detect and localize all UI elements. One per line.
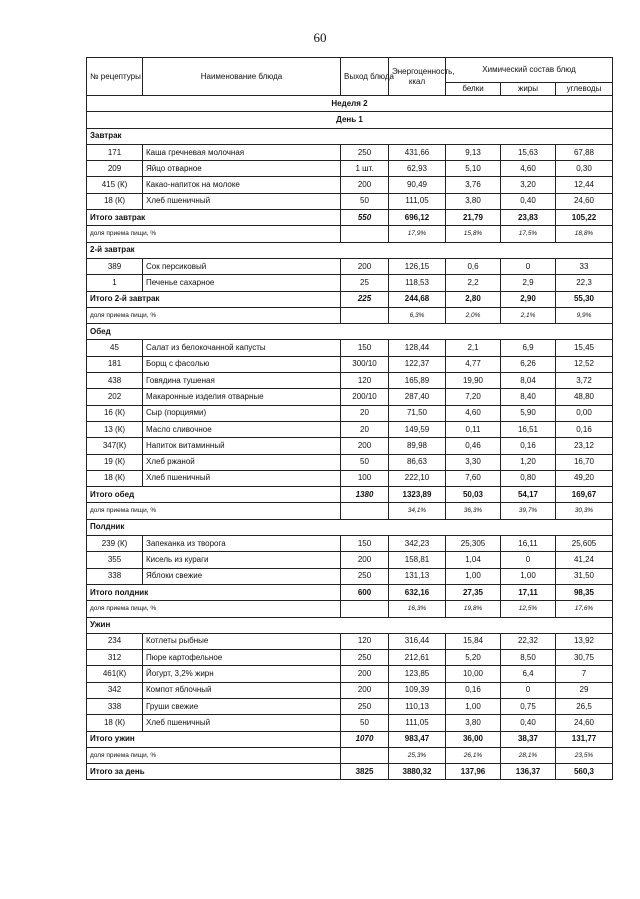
dish-carb: 12,44: [556, 177, 613, 193]
meal-total-row: [87, 584, 613, 600]
day-total-yield: 3825: [341, 764, 389, 780]
dish-energy: 131,13: [389, 568, 446, 584]
dish-protein: 1,00: [446, 568, 501, 584]
table-row: [87, 340, 613, 356]
dish-fat: 3,20: [501, 177, 556, 193]
meal-total-label: Итого 2-й завтрак: [87, 291, 341, 307]
total-protein: 2,80: [446, 291, 501, 307]
table-row: [87, 454, 613, 470]
dish-yield: 300/10: [341, 356, 389, 372]
dish-protein: 2,2: [446, 275, 501, 291]
dish-yield: 50: [341, 715, 389, 731]
share-fat: 12,5%: [501, 601, 556, 617]
dish-carb: 67,88: [556, 144, 613, 160]
dish-yield: 150: [341, 340, 389, 356]
dish-protein: 10,00: [446, 666, 501, 682]
dish-energy: 122,37: [389, 356, 446, 372]
meal-total-label: Итого завтрак: [87, 210, 341, 226]
dish-fat: 0: [501, 258, 556, 274]
dish-name: Какао-напиток на молоке: [143, 177, 341, 193]
dish-fat: 0,40: [501, 193, 556, 209]
share-protein: 19,8%: [446, 601, 501, 617]
share-energy: 16,3%: [389, 601, 446, 617]
dish-carb: 24,60: [556, 715, 613, 731]
dish-carb: 16,70: [556, 454, 613, 470]
recipe-number: 45: [87, 340, 143, 356]
dish-yield: 250: [341, 568, 389, 584]
share-carb: 17,6%: [556, 601, 613, 617]
share-empty: [341, 226, 389, 242]
recipe-number: 347(К): [87, 438, 143, 454]
dish-energy: 165,89: [389, 373, 446, 389]
dish-name: Масло сливочное: [143, 421, 341, 437]
dish-yield: 50: [341, 193, 389, 209]
dish-energy: 342,23: [389, 536, 446, 552]
share-energy: 17,9%: [389, 226, 446, 242]
dish-fat: 0,75: [501, 698, 556, 714]
total-carb: 55,30: [556, 291, 613, 307]
share-energy: 34,1%: [389, 503, 446, 519]
dish-name: Кисель из кураги: [143, 552, 341, 568]
dish-protein: 7,60: [446, 470, 501, 486]
total-energy: 1323,89: [389, 487, 446, 503]
header-protein: белки: [446, 83, 501, 96]
recipe-number: 171: [87, 144, 143, 160]
dish-protein: 3,80: [446, 193, 501, 209]
share-fat: 2,1%: [501, 307, 556, 323]
dish-fat: 6,26: [501, 356, 556, 372]
dish-name: Сок персиковый: [143, 258, 341, 274]
dish-protein: 7,20: [446, 389, 501, 405]
dish-energy: 128,44: [389, 340, 446, 356]
meal-total-label: Итого обед: [87, 487, 341, 503]
dish-yield: 200/10: [341, 389, 389, 405]
recipe-number: 438: [87, 373, 143, 389]
meal-share-label: доля приема пищи, %: [87, 307, 341, 323]
dish-protein: 5,20: [446, 650, 501, 666]
total-fat: 17,11: [501, 584, 556, 600]
total-carb: 105,22: [556, 210, 613, 226]
table-row: [87, 193, 613, 209]
dish-protein: 0,16: [446, 682, 501, 698]
meal-title: Обед: [87, 324, 613, 340]
dish-energy: 86,63: [389, 454, 446, 470]
day-total-label: Итого за день: [87, 764, 341, 780]
dish-name: Яблоки свежие: [143, 568, 341, 584]
dish-protein: 25,305: [446, 536, 501, 552]
week-label: Неделя 2: [87, 96, 613, 112]
dish-energy: 71,50: [389, 405, 446, 421]
meal-title: Полдник: [87, 519, 613, 535]
total-fat: 38,37: [501, 731, 556, 747]
recipe-number: 181: [87, 356, 143, 372]
page-number: 60: [313, 30, 327, 45]
total-protein: 36,00: [446, 731, 501, 747]
dish-fat: 8,04: [501, 373, 556, 389]
dish-fat: 4,60: [501, 161, 556, 177]
recipe-number: 234: [87, 633, 143, 649]
meal-share-row: [87, 601, 613, 617]
dish-energy: 212,61: [389, 650, 446, 666]
meal-total-row: [87, 291, 613, 307]
dish-yield: 25: [341, 275, 389, 291]
share-carb: 30,3%: [556, 503, 613, 519]
table-row: [87, 666, 613, 682]
share-empty: [341, 601, 389, 617]
share-empty: [341, 747, 389, 763]
dish-carb: 22,3: [556, 275, 613, 291]
dish-carb: 29: [556, 682, 613, 698]
meal-total-row: [87, 731, 613, 747]
recipe-number: 355: [87, 552, 143, 568]
meal-section-row: [87, 242, 613, 258]
dish-protein: 0,11: [446, 421, 501, 437]
dish-yield: 200: [341, 177, 389, 193]
meal-section-row: [87, 519, 613, 535]
total-carb: 98,35: [556, 584, 613, 600]
day-total-fat: 136,37: [501, 764, 556, 780]
recipe-number: 18 (К): [87, 470, 143, 486]
dish-fat: 16,11: [501, 536, 556, 552]
dish-name: Печенье сахарное: [143, 275, 341, 291]
table-body: [87, 96, 613, 780]
share-carb: 9,9%: [556, 307, 613, 323]
table-row: [87, 177, 613, 193]
dish-protein: 3,80: [446, 715, 501, 731]
dish-fat: 6,9: [501, 340, 556, 356]
dish-carb: 12,52: [556, 356, 613, 372]
dish-energy: 222,10: [389, 470, 446, 486]
table-row: [87, 373, 613, 389]
day-label: День 1: [87, 112, 613, 128]
meal-share-label: доля приема пищи, %: [87, 747, 341, 763]
table-row: [87, 552, 613, 568]
meal-share-row: [87, 503, 613, 519]
share-fat: 17,5%: [501, 226, 556, 242]
table-row: [87, 421, 613, 437]
recipe-number: 338: [87, 698, 143, 714]
dish-fat: 1,20: [501, 454, 556, 470]
recipe-number: 389: [87, 258, 143, 274]
total-fat: 23,83: [501, 210, 556, 226]
total-fat: 2,90: [501, 291, 556, 307]
total-protein: 21,79: [446, 210, 501, 226]
dish-fat: 6,4: [501, 666, 556, 682]
dish-protein: 1,00: [446, 698, 501, 714]
dish-yield: 150: [341, 536, 389, 552]
dish-protein: 3,76: [446, 177, 501, 193]
total-fat: 54,17: [501, 487, 556, 503]
dish-carb: 0,00: [556, 405, 613, 421]
dish-energy: 62,93: [389, 161, 446, 177]
dish-fat: 0: [501, 682, 556, 698]
share-protein: 15,8%: [446, 226, 501, 242]
meal-share-label: доля приема пищи, %: [87, 601, 341, 617]
recipe-number: 1: [87, 275, 143, 291]
dish-fat: 15,63: [501, 144, 556, 160]
dish-yield: 250: [341, 650, 389, 666]
share-fat: 28,1%: [501, 747, 556, 763]
recipe-number: 239 (К): [87, 536, 143, 552]
share-empty: [341, 503, 389, 519]
dish-yield: 200: [341, 682, 389, 698]
day-total-protein: 137,96: [446, 764, 501, 780]
dish-yield: 20: [341, 405, 389, 421]
dish-energy: 111,05: [389, 715, 446, 731]
recipe-number: 19 (К): [87, 454, 143, 470]
dish-protein: 0,6: [446, 258, 501, 274]
table-row: [87, 682, 613, 698]
share-carb: 18,8%: [556, 226, 613, 242]
dish-carb: 13,92: [556, 633, 613, 649]
table-row: [87, 144, 613, 160]
total-yield: 600: [341, 584, 389, 600]
recipe-number: 338: [87, 568, 143, 584]
meal-section-row: [87, 617, 613, 633]
dish-carb: 30,75: [556, 650, 613, 666]
recipe-number: 18 (К): [87, 193, 143, 209]
table-row: [87, 633, 613, 649]
dish-protein: 0,46: [446, 438, 501, 454]
table-row: [87, 258, 613, 274]
recipe-number: 16 (К): [87, 405, 143, 421]
dish-carb: 33: [556, 258, 613, 274]
total-carb: 131,77: [556, 731, 613, 747]
dish-name: Салат из белокочанной капусты: [143, 340, 341, 356]
table-row: [87, 405, 613, 421]
dish-fat: 0,80: [501, 470, 556, 486]
dish-name: Яйцо отварное: [143, 161, 341, 177]
meal-total-label: Итого полдник: [87, 584, 341, 600]
dish-yield: 250: [341, 698, 389, 714]
dish-energy: 111,05: [389, 193, 446, 209]
dish-name: Йогурт, 3,2% жирн: [143, 666, 341, 682]
day-total-energy: 3880,32: [389, 764, 446, 780]
dish-energy: 158,81: [389, 552, 446, 568]
recipe-number: 18 (К): [87, 715, 143, 731]
dish-yield: 200: [341, 438, 389, 454]
share-energy: 25,3%: [389, 747, 446, 763]
dish-fat: 2,9: [501, 275, 556, 291]
dish-fat: 0,16: [501, 438, 556, 454]
dish-protein: 5,10: [446, 161, 501, 177]
share-protein: 36,3%: [446, 503, 501, 519]
meal-total-label: Итого ужин: [87, 731, 341, 747]
dish-carb: 24,60: [556, 193, 613, 209]
dish-name: Каша гречневая молочная: [143, 144, 341, 160]
total-yield: 225: [341, 291, 389, 307]
dish-protein: 4,77: [446, 356, 501, 372]
total-energy: 983,47: [389, 731, 446, 747]
header-energy: Энергоценность, ккал: [389, 58, 446, 96]
dish-name: Хлеб пшеничный: [143, 470, 341, 486]
share-protein: 26,1%: [446, 747, 501, 763]
meal-share-row: [87, 226, 613, 242]
total-yield: 1070: [341, 731, 389, 747]
dish-name: Борщ с фасолью: [143, 356, 341, 372]
dish-yield: 1 шт.: [341, 161, 389, 177]
dish-fat: 16,51: [501, 421, 556, 437]
dish-energy: 89,98: [389, 438, 446, 454]
dish-carb: 0,16: [556, 421, 613, 437]
total-carb: 169,67: [556, 487, 613, 503]
day-total-row: [87, 764, 613, 780]
dish-name: Хлеб ржаной: [143, 454, 341, 470]
dish-protein: 3,30: [446, 454, 501, 470]
table-row: [87, 470, 613, 486]
table-row: [87, 275, 613, 291]
total-energy: 244,68: [389, 291, 446, 307]
header-yield: Выход блюда: [341, 58, 389, 96]
dish-yield: 50: [341, 454, 389, 470]
dish-carb: 48,80: [556, 389, 613, 405]
dish-fat: 8,50: [501, 650, 556, 666]
dish-energy: 149,59: [389, 421, 446, 437]
share-energy: 6,3%: [389, 307, 446, 323]
meal-share-row: [87, 747, 613, 763]
table-row: [87, 161, 613, 177]
menu-table: [86, 57, 613, 780]
dish-fat: 5,90: [501, 405, 556, 421]
dish-name: Запеканка из творога: [143, 536, 341, 552]
dish-name: Хлеб пшеничный: [143, 193, 341, 209]
meal-share-row: [87, 307, 613, 323]
share-protein: 2,0%: [446, 307, 501, 323]
table-row: [87, 389, 613, 405]
recipe-number: 202: [87, 389, 143, 405]
dish-protein: 1,04: [446, 552, 501, 568]
dish-name: Компот яблочный: [143, 682, 341, 698]
table-header: [87, 58, 613, 96]
dish-energy: 123,85: [389, 666, 446, 682]
day-total-carb: 560,3: [556, 764, 613, 780]
total-energy: 632,16: [389, 584, 446, 600]
header-recipe: № рецептуры: [87, 58, 143, 96]
dish-energy: 287,40: [389, 389, 446, 405]
header-name: Наименование блюда: [143, 58, 341, 96]
dish-fat: 0: [501, 552, 556, 568]
table-row: [87, 438, 613, 454]
dish-energy: 90,49: [389, 177, 446, 193]
total-yield: 1380: [341, 487, 389, 503]
dish-protein: 2,1: [446, 340, 501, 356]
share-empty: [341, 307, 389, 323]
dish-name: Сыр (порциями): [143, 405, 341, 421]
dish-fat: 22,32: [501, 633, 556, 649]
header-carb: углеводы: [556, 83, 613, 96]
dish-name: Напиток витаминный: [143, 438, 341, 454]
meal-title: 2-й завтрак: [87, 242, 613, 258]
share-carb: 23,5%: [556, 747, 613, 763]
header-chem: Химический состав блюд: [446, 58, 613, 83]
dish-carb: 0,30: [556, 161, 613, 177]
recipe-number: 312: [87, 650, 143, 666]
dish-protein: 19,90: [446, 373, 501, 389]
dish-name: Макаронные изделия отварные: [143, 389, 341, 405]
dish-protein: 15,84: [446, 633, 501, 649]
dish-carb: 41,24: [556, 552, 613, 568]
share-fat: 39,7%: [501, 503, 556, 519]
dish-yield: 200: [341, 666, 389, 682]
dish-yield: 120: [341, 373, 389, 389]
dish-fat: 8,40: [501, 389, 556, 405]
dish-fat: 1,00: [501, 568, 556, 584]
meal-share-label: доля приема пищи, %: [87, 226, 341, 242]
meal-title: Ужин: [87, 617, 613, 633]
total-protein: 27,35: [446, 584, 501, 600]
dish-carb: 49,20: [556, 470, 613, 486]
meal-section-row: [87, 128, 613, 144]
dish-yield: 250: [341, 144, 389, 160]
dish-carb: 25,605: [556, 536, 613, 552]
recipe-number: 415 (К): [87, 177, 143, 193]
table-row: [87, 650, 613, 666]
dish-name: Пюре картофельное: [143, 650, 341, 666]
dish-name: Говядина тушеная: [143, 373, 341, 389]
recipe-number: 342: [87, 682, 143, 698]
dish-protein: 4,60: [446, 405, 501, 421]
dish-energy: 126,15: [389, 258, 446, 274]
dish-yield: 120: [341, 633, 389, 649]
dish-name: Хлеб пшеничный: [143, 715, 341, 731]
dish-yield: 20: [341, 421, 389, 437]
table-row: [87, 715, 613, 731]
meal-total-row: [87, 210, 613, 226]
table-row: [87, 568, 613, 584]
dish-carb: 3,72: [556, 373, 613, 389]
total-yield: 550: [341, 210, 389, 226]
meal-title: Завтрак: [87, 128, 613, 144]
recipe-number: 209: [87, 161, 143, 177]
meal-share-label: доля приема пищи, %: [87, 503, 341, 519]
dish-carb: 23,12: [556, 438, 613, 454]
header-fat: жиры: [501, 83, 556, 96]
dish-energy: 431,66: [389, 144, 446, 160]
total-energy: 696,12: [389, 210, 446, 226]
table-row: [87, 536, 613, 552]
total-protein: 50,03: [446, 487, 501, 503]
meal-section-row: [87, 324, 613, 340]
dish-yield: 200: [341, 552, 389, 568]
dish-carb: 31,50: [556, 568, 613, 584]
table-row: [87, 698, 613, 714]
dish-protein: 9,13: [446, 144, 501, 160]
dish-fat: 0,40: [501, 715, 556, 731]
dish-carb: 15,45: [556, 340, 613, 356]
dish-energy: 118,53: [389, 275, 446, 291]
dish-energy: 110,13: [389, 698, 446, 714]
recipe-number: 461(К): [87, 666, 143, 682]
dish-yield: 100: [341, 470, 389, 486]
dish-yield: 200: [341, 258, 389, 274]
dish-energy: 109,39: [389, 682, 446, 698]
dish-energy: 316,44: [389, 633, 446, 649]
recipe-number: 13 (К): [87, 421, 143, 437]
dish-name: Груши свежие: [143, 698, 341, 714]
dish-carb: 7: [556, 666, 613, 682]
dish-carb: 26,5: [556, 698, 613, 714]
dish-name: Котлеты рыбные: [143, 633, 341, 649]
meal-total-row: [87, 487, 613, 503]
table-row: [87, 356, 613, 372]
